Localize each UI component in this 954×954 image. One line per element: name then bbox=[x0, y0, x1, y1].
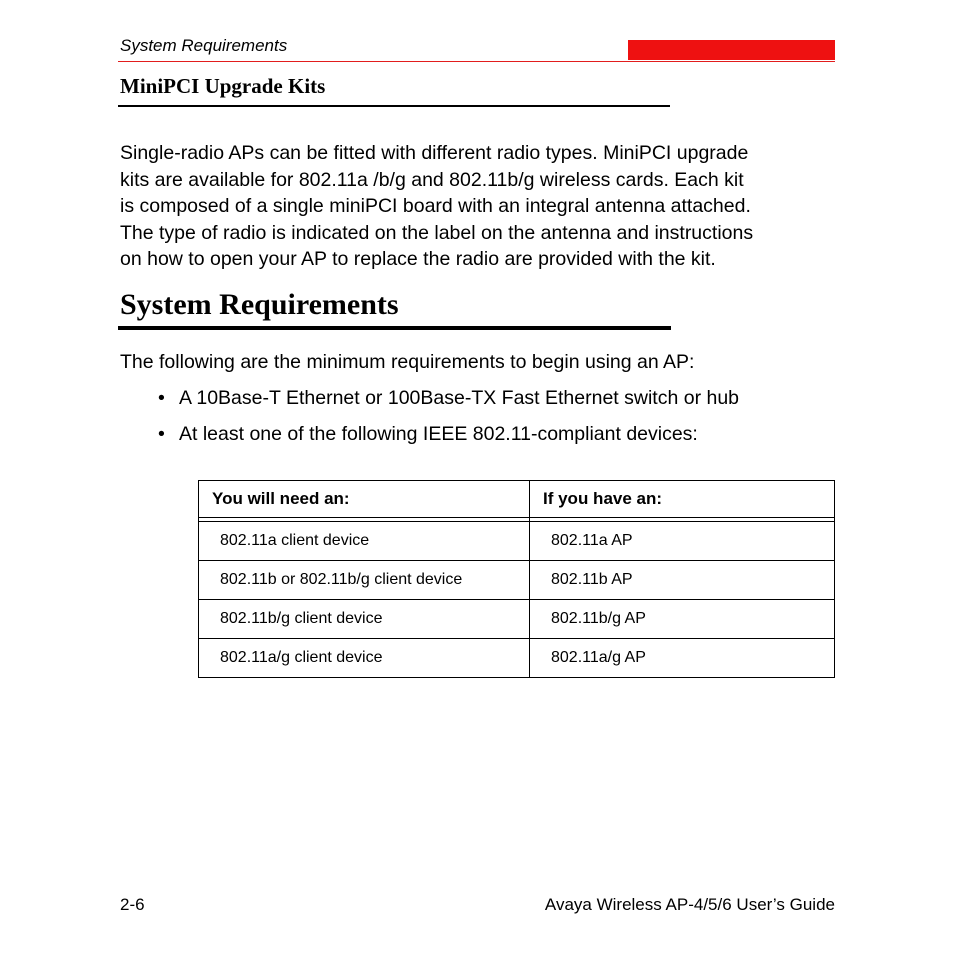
paragraph-line: on how to open your AP to replace the radio are provided with the kit. bbox=[120, 248, 716, 270]
table-row bbox=[199, 639, 835, 678]
table-cell: 802.11a client device bbox=[199, 522, 530, 561]
column-header-have: If you have an: bbox=[530, 481, 835, 518]
table-row bbox=[199, 561, 835, 600]
minipci-paragraph bbox=[120, 140, 850, 273]
paragraph-line: The type of radio is indicated on the label on the antenna and instructions bbox=[120, 221, 754, 244]
page-number: 2-6 bbox=[120, 895, 145, 914]
table-cell: 802.11a/g client device bbox=[199, 639, 530, 678]
column-header-need: You will need an: bbox=[199, 481, 530, 518]
table-row bbox=[199, 600, 835, 639]
paragraph-line: Single-radio APs can be fitted with different radio types. MiniPCI upgrade bbox=[120, 142, 749, 164]
bullet-text: A 10Base-T Ethernet or 100Base-TX Fast Ethernet switch or hub bbox=[179, 387, 740, 409]
table-cell: 802.11a/g AP bbox=[530, 639, 835, 678]
bullet-icon: • bbox=[158, 423, 165, 445]
table-cell: 802.11a AP bbox=[530, 522, 835, 561]
bullet-text: At least one of the following IEEE 802.11-compliant devices: bbox=[179, 423, 698, 445]
paragraph-line: is composed of a single miniPCI board with an integral antenna attached. bbox=[120, 195, 751, 217]
device-requirements-table bbox=[198, 480, 835, 678]
minipci-heading: MiniPCI Upgrade Kits bbox=[120, 74, 326, 98]
paragraph-line: kits are available for 802.11a /b/g and 802.11b/g wireless cards. Each kit bbox=[120, 168, 744, 191]
header-accent-bar bbox=[628, 40, 835, 60]
table-cell: 802.11b/g client device bbox=[199, 600, 530, 639]
requirements-intro: The following are the minimum requirements to begin using an AP: bbox=[120, 351, 695, 373]
table-cell: 802.11b/g AP bbox=[530, 600, 835, 639]
bullet-icon: • bbox=[158, 387, 165, 409]
table-cell: 802.11b or 802.11b/g client device bbox=[199, 561, 530, 600]
footer-guide-title: Avaya Wireless AP-4/5/6 User’s Guide bbox=[544, 895, 835, 914]
table-row bbox=[199, 522, 835, 561]
minipci-heading-rule bbox=[118, 105, 670, 107]
table-header-row bbox=[199, 481, 835, 518]
header-title: System Requirements bbox=[120, 36, 288, 55]
table-cell: 802.11b AP bbox=[530, 561, 835, 600]
system-requirements-heading: System Requirements bbox=[120, 288, 399, 321]
header-rule bbox=[118, 61, 835, 62]
system-requirements-heading-rule bbox=[118, 326, 671, 330]
